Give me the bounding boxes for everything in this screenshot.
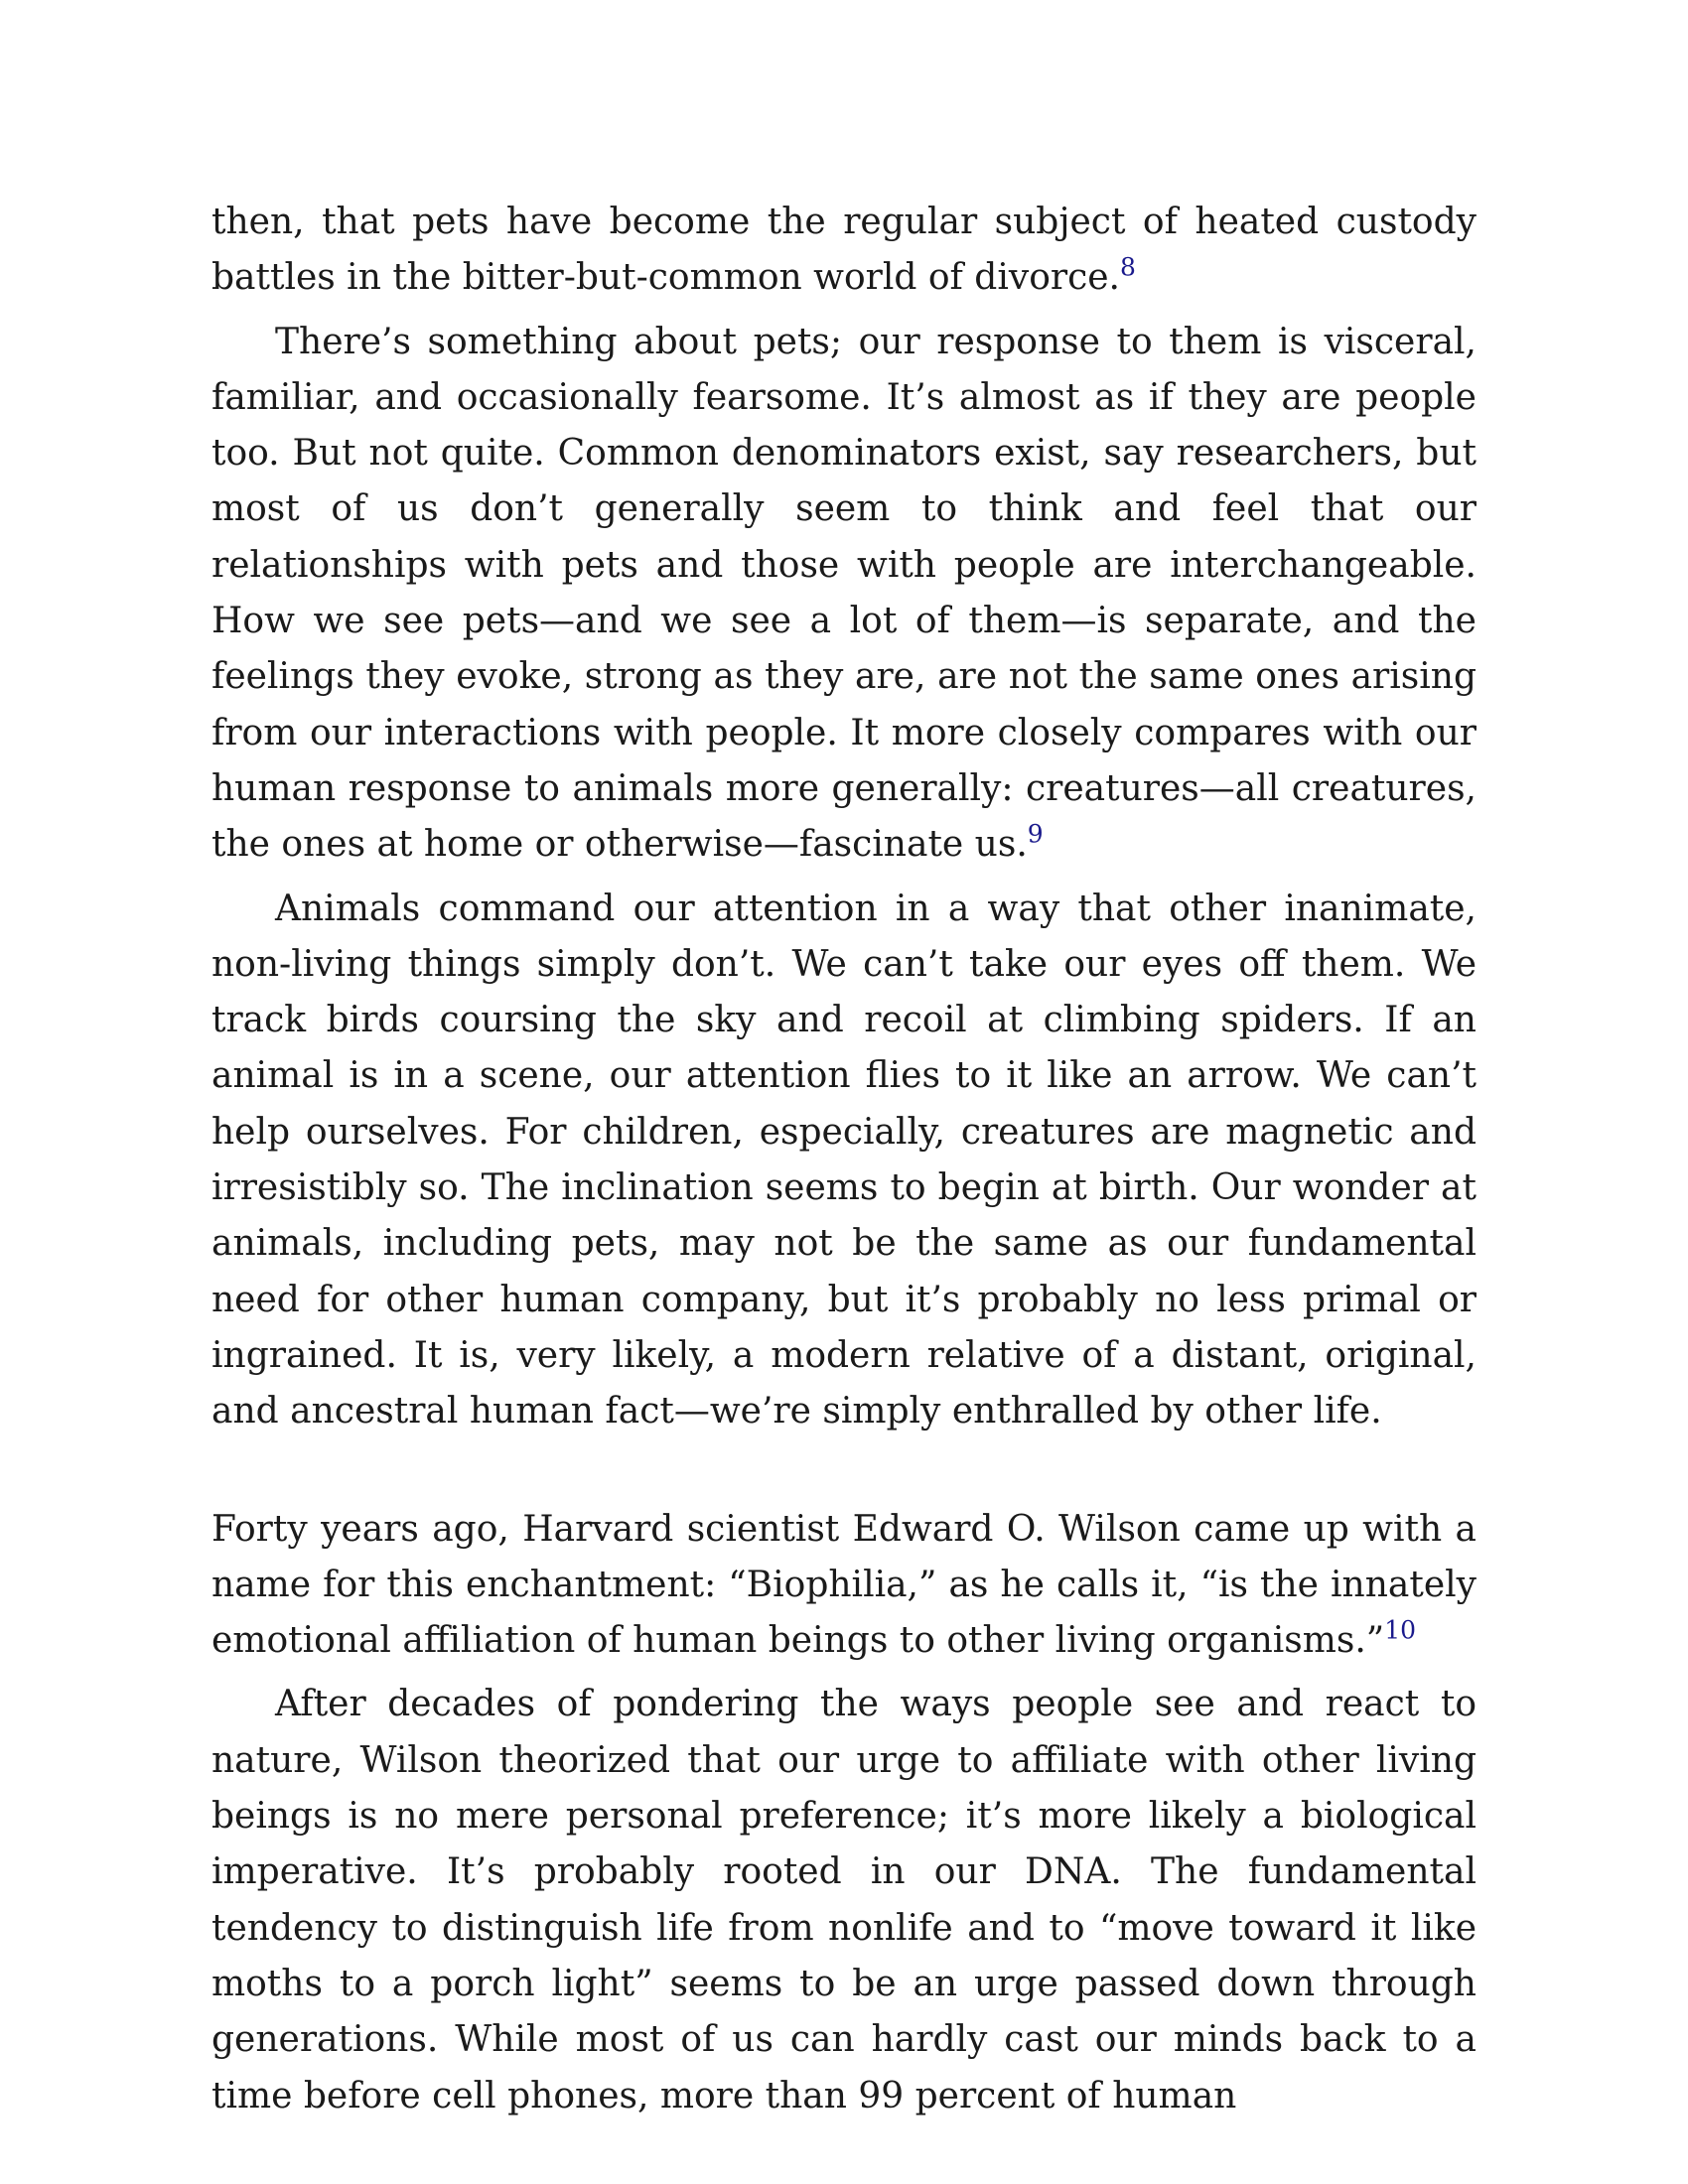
page-body (211, 195, 1477, 2124)
paragraph-custody (211, 195, 1477, 307)
paragraph-wilson-theory (211, 1677, 1477, 2123)
paragraph-text: There’s something about pets; our response to them is visceral, familiar, and occasionally fearsome. It’s almost as if they are people too. But not quite. Common denominators exist, say researchers, but most of us don’t generally seem to think and feel that our relationships with pets and those with people are interchangeable. How we see pets—and we see a lot of them—is separate, and the feelings they evoke, strong as they are, are not the same ones arising from our interactions with people. It more closely compares with our human response to animals more generally: creatures—all creatures, the ones at home or otherwise—fascinate us. (211, 321, 1477, 866)
footnote-ref-8[interactable]: 8 (1120, 252, 1136, 282)
paragraph-text: Animals command our attention in a way that other inanimate, non-living things simply don’t. We can’t take our eyes off them. We track birds coursing the sky and recoil at climbing spiders. If an animal is in a scene, our attention flies to it like an arrow. We can’t help ourselves. For children, especially, creatures are magnetic and irresistibly so. The inclination seems to begin at birth. Our wonder at animals, including pets, may not be the same as our fundamental need for other human company, but it’s probably no less primal or ingrained. It is, very likely, a modern relative of a distant, original, and ancestral human fact—we’re simply enthralled by other life. (211, 887, 1477, 1433)
paragraph-animals-command-attention (211, 882, 1477, 1440)
paragraph-text: then, that pets have become the regular subject of heated custody battles in the bitter-but-common world of divorce. (211, 202, 1477, 299)
paragraph-something-about-pets (211, 315, 1477, 874)
footnote-ref-10[interactable]: 10 (1384, 1615, 1417, 1645)
footnote-ref-9[interactable]: 9 (1027, 819, 1044, 849)
paragraph-text: After decades of pondering the ways people see and react to nature, Wilson theorized that our urge to affiliate with other living beings is no mere personal preference; it’s more likely a biological imperative. It’s probably rooted in our DNA. The fundamental tendency to distinguish life from nonlife and to “move toward it like moths to a porch light” seems to be an urge passed down through generations. While most of us can hardly cast our minds back to a time before cell phones, more than 99 percent of human (211, 1684, 1477, 2116)
paragraph-biophilia (211, 1502, 1477, 1670)
paragraph-text: Forty years ago, Harvard scientist Edward O. Wilson came up with a name for this enchantment: “Biophilia,” as he calls it, “is the innately emotional affiliation of human beings to other living organisms.” (211, 1508, 1477, 1662)
